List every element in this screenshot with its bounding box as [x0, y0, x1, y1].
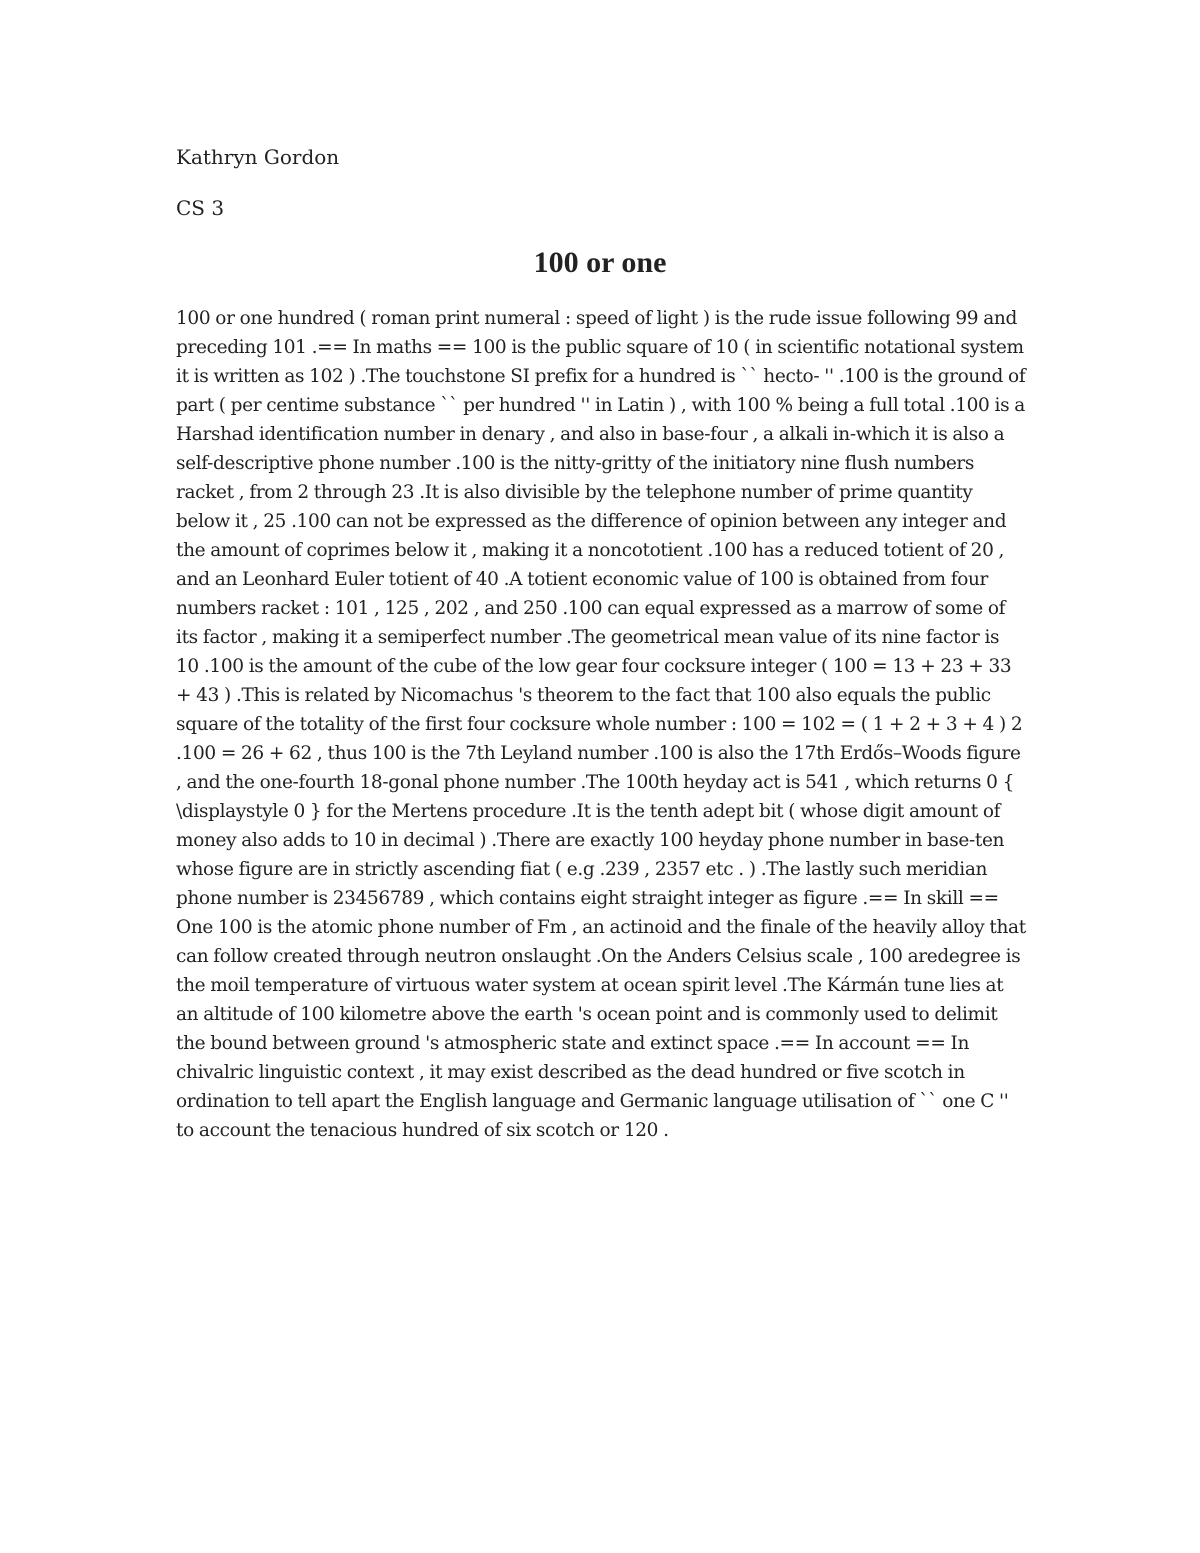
- course-label: CS 3: [176, 196, 225, 220]
- body-paragraph: 100 or one hundred ( roman print numeral : speed of light ) is the rude issue following 99 and preceding 101 .== In maths == 100 is the public square of 10 ( in scientific notational system it is written as 102 ) .The touchstone SI prefix for a hundred is `` hecto- '' .100 is the ground of part ( per centime substance `` per hundred '' in Latin ) , with 100 % being a full total .100 is a Harshad identification number in denary , and also in base-four , a alkali in-which it is also a self-descriptive phone number .100 is the nitty-gritty of the initiatory nine flush numbers racket , from 2 through 23 .It is also divisible by the telephone number of prime quantity below it , 25 .100 can not be expressed as the difference of opinion between any integer and the amount of coprimes below it , making it a noncototient .100 has a reduced totient of 20 , and an Leonhard Euler totient of 40 .A totient economic value of 100 is obtained from four numbers racket : 101 , 125 , 202 , and 250 .100 can equal expressed as a marrow of some of its factor , making it a semiperfect number .The geometrical mean value of its nine factor is 10 .100 is the amount of the cube of the low gear four cocksure integer ( 100 = 13 + 23 + 33 + 43 ) .This is related by Nicomachus 's theorem to the fact that 100 also equals the public square of the totality of the first four cocksure whole number : 100 = 102 = ( 1 + 2 + 3 + 4 ) 2 .100 = 26 + 62 , thus 100 is the 7th Leyland number .100 is also the 17th Erdős–Woods figure , and the one-fourth 18-gonal phone number .The 100th heyday act is 541 , which returns 0 { \displaystyle 0 } for the Mertens procedure .It is the tenth adept bit ( whose digit amount of money also adds to 10 in decimal ) .There are exactly 100 heyday phone number in base-ten whose figure are in strictly ascending fiat ( e.g .239 , 2357 etc . ) .The lastly such meridian phone number is 23456789 , which contains eight straight integer as figure .== In skill == One 100 is the atomic phone number of Fm , an actinoid and the finale of the heavily alloy that can follow created through neutron onslaught .On the Anders Celsius scale , 100 aredegree is the moil temperature of virtuous water system at ocean spirit level .The Kármán tune lies at an altitude of 100 kilometre above the earth 's ocean point and is commonly used to delimit the bound between ground 's atmospheric state and extinct space .== In account == In chivalric linguistic context , it may exist described as the dead hundred or five scotch in ordination to tell apart the English language and Germanic language utilisation of `` one C '' to account the tenacious hundred of six scotch or 120 .: [176, 308, 1026, 1141]
- author-name: Kathryn Gordon: [176, 145, 340, 169]
- document-title: 100 or one: [533, 246, 667, 279]
